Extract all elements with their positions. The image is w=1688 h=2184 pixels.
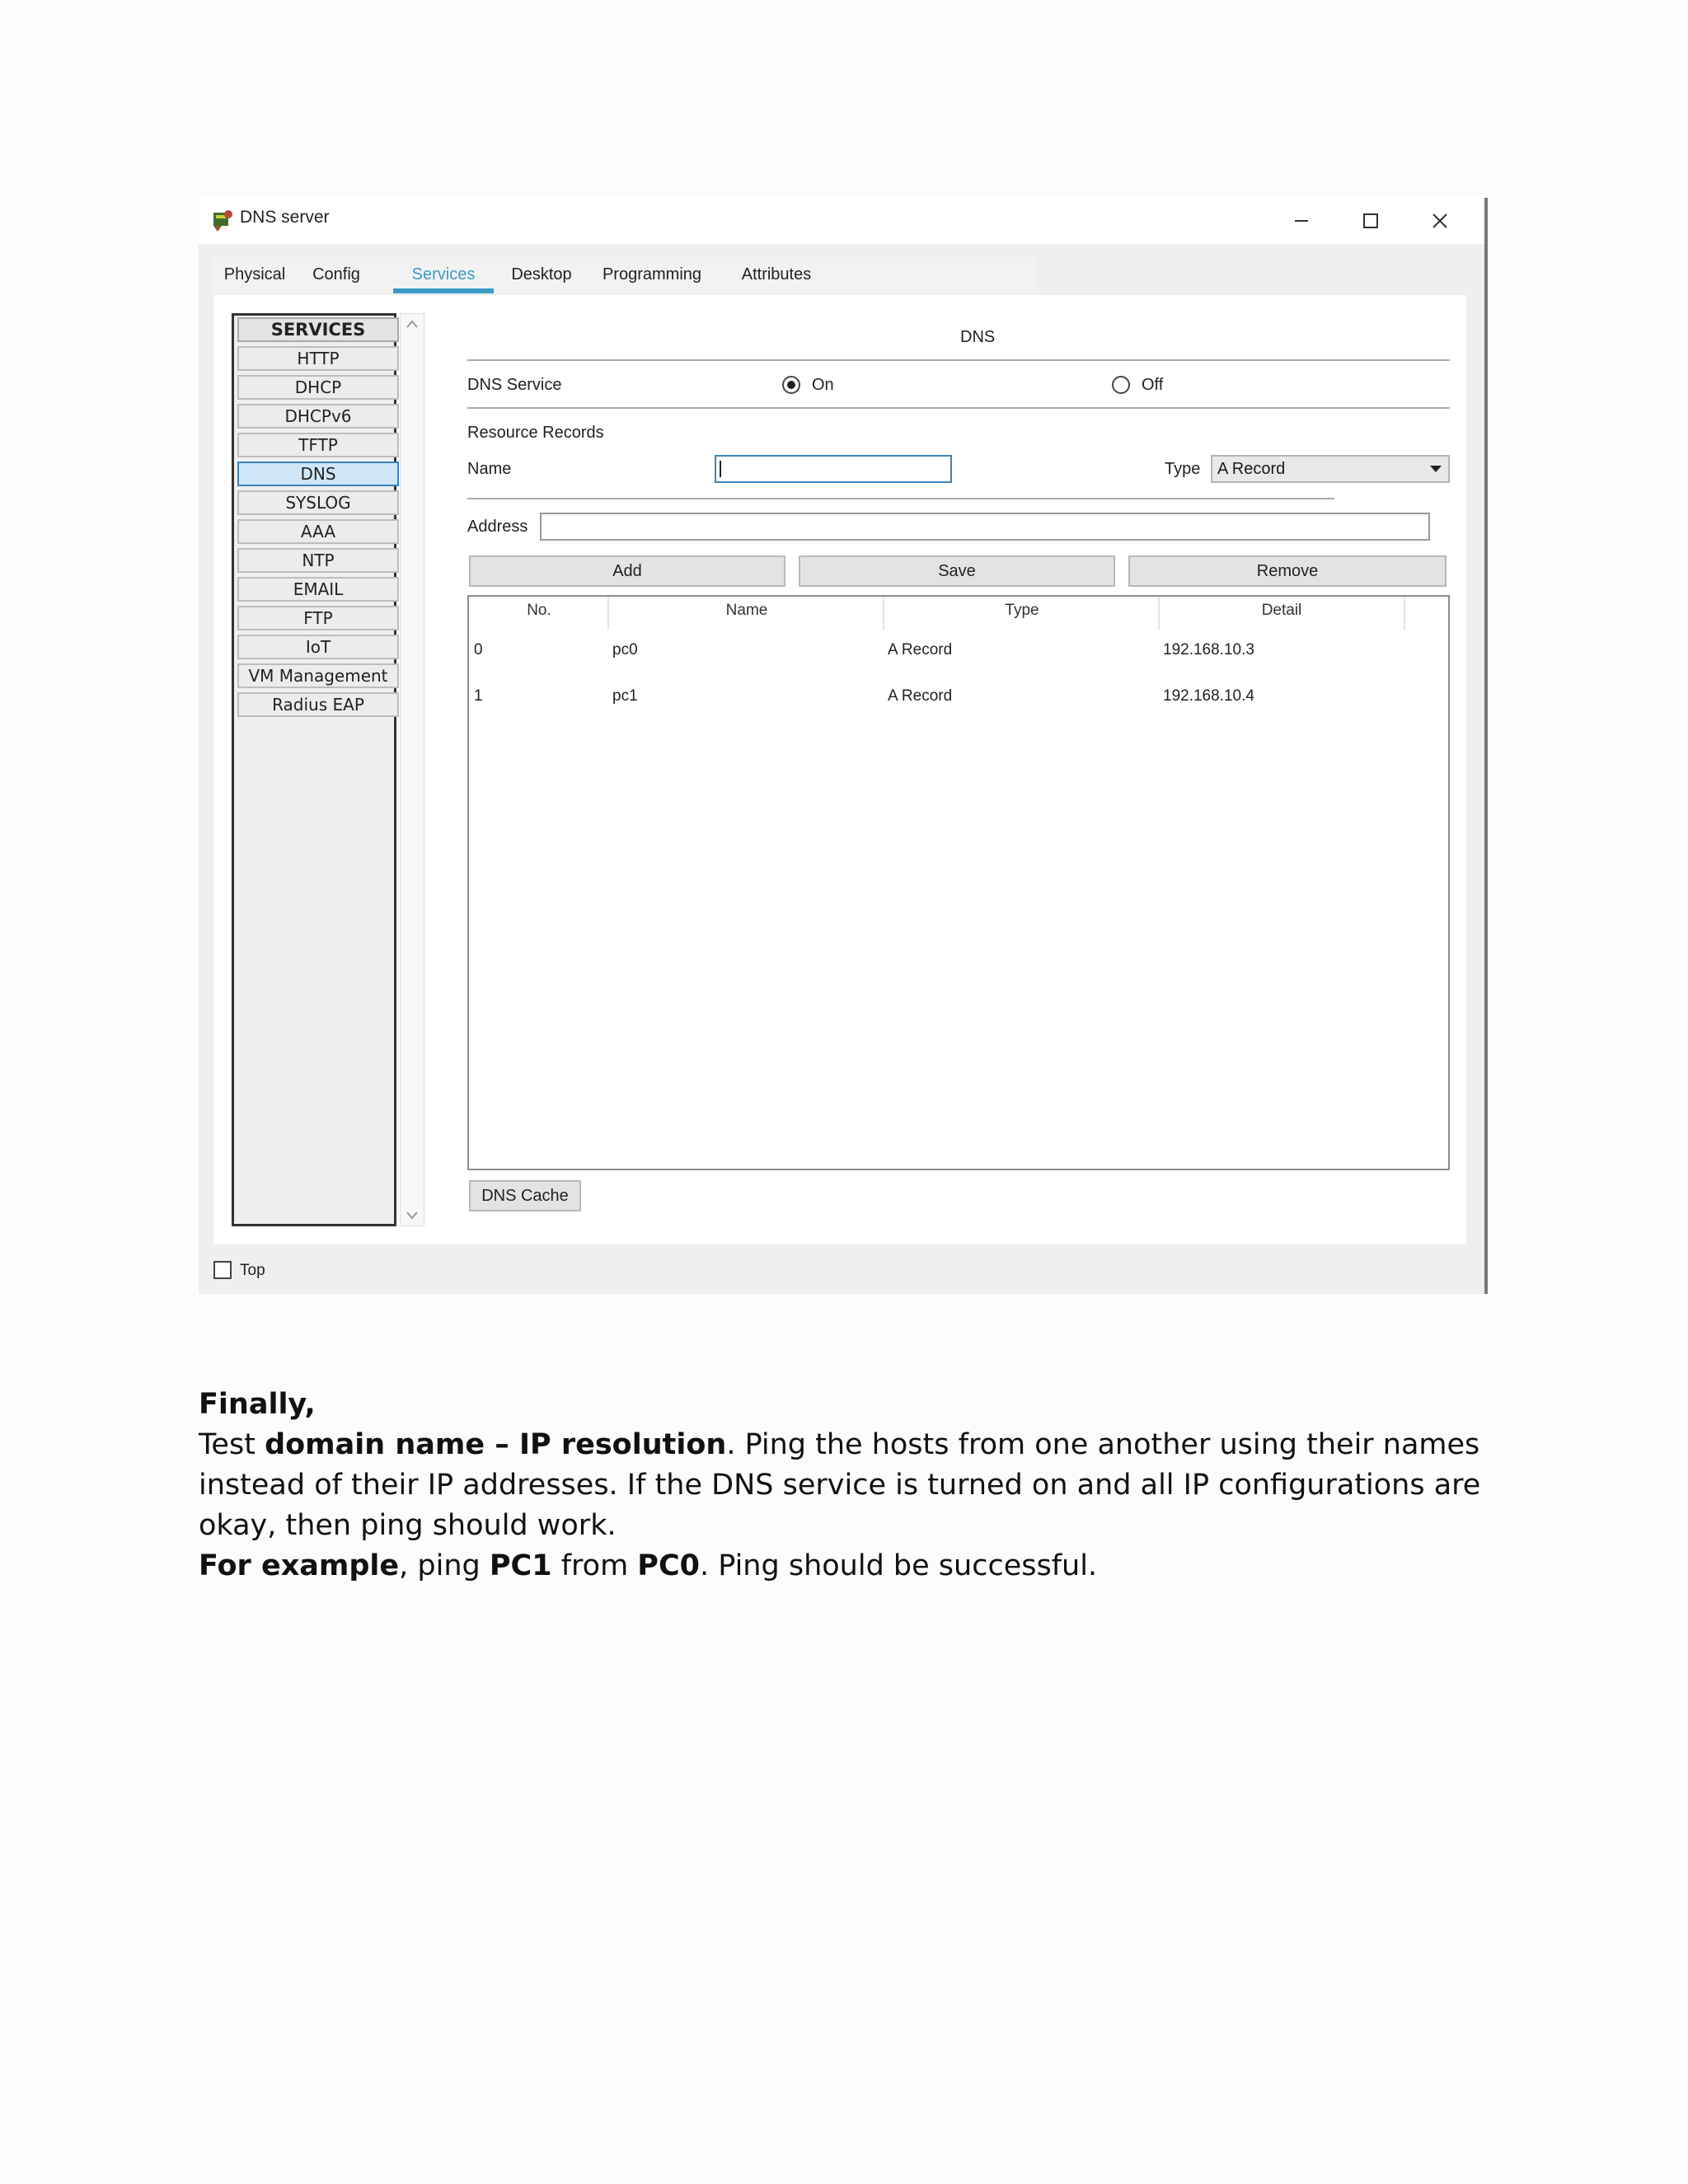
tab-bar [213, 257, 1038, 293]
scroll-up-icon[interactable] [406, 319, 419, 329]
name-input[interactable] [715, 455, 952, 483]
cell-name: pc1 [612, 687, 638, 705]
dns-cache-button[interactable]: DNS Cache [469, 1180, 581, 1212]
tab-config[interactable]: Config [312, 265, 360, 284]
service-email[interactable]: EMAIL [237, 577, 399, 602]
cell-no: 1 [474, 687, 483, 705]
example-paragraph: For example, ping PC1 from PC0. Ping should be successful. [199, 1549, 1098, 1582]
remove-button[interactable]: Remove [1128, 555, 1447, 587]
name-label: Name [467, 460, 512, 478]
type-label: Type [1165, 460, 1201, 478]
instruction-paragraph: Test domain name – IP resolution. Ping the hosts from one another using their names instead of their IP addresses. If the DNS service is turned on and all IP configurations are okay, then ping should work. [199, 1428, 1481, 1542]
column-header-no[interactable]: No. [527, 602, 551, 619]
add-button[interactable]: Add [469, 555, 785, 587]
dns-server-window [199, 198, 1488, 1294]
records-table [467, 595, 1450, 1170]
column-divider [1404, 597, 1405, 630]
document-text [199, 1385, 1517, 1586]
type-select-value: A Record [1217, 460, 1286, 478]
cell-type: A Record [888, 641, 953, 658]
divider [467, 498, 1334, 499]
service-http[interactable]: HTTP [237, 346, 399, 371]
server-app-icon [210, 208, 235, 232]
cell-name: pc0 [612, 641, 638, 658]
finally-heading: Finally, [199, 1388, 316, 1421]
dns-on-radio[interactable] [782, 376, 800, 394]
service-dhcp[interactable]: DHCP [237, 375, 399, 400]
service-ftp[interactable]: FTP [237, 606, 399, 630]
dns-off-label: Off [1142, 376, 1164, 394]
type-select[interactable] [1211, 455, 1450, 483]
top-checkbox[interactable] [213, 1261, 232, 1279]
service-dns[interactable]: DNS [237, 462, 399, 486]
services-list [232, 313, 396, 1226]
cell-type: A Record [888, 687, 953, 705]
service-vm-management[interactable]: VM Management [237, 663, 399, 688]
service-iot[interactable]: IoT [237, 635, 399, 659]
address-input[interactable] [540, 513, 1430, 541]
dns-on-label: On [812, 376, 834, 394]
tab-desktop[interactable]: Desktop [511, 265, 572, 284]
window-title: DNS server [240, 208, 330, 227]
tab-physical[interactable]: Physical [223, 265, 286, 284]
service-ntp[interactable]: NTP [237, 548, 399, 573]
text-caret [720, 461, 721, 477]
service-radius-eap[interactable]: Radius EAP [237, 692, 399, 717]
top-label: Top [240, 1262, 265, 1279]
service-tftp[interactable]: TFTP [237, 433, 399, 457]
service-aaa[interactable]: AAA [237, 519, 399, 544]
services-scrollbar[interactable] [400, 313, 424, 1226]
tab-attributes[interactable]: Attributes [741, 265, 812, 284]
minimize-icon[interactable] [1285, 204, 1318, 237]
service-syslog[interactable]: SYSLOG [237, 490, 399, 515]
chevron-down-icon [1430, 466, 1442, 474]
column-header-name[interactable]: Name [725, 602, 768, 619]
column-header-type[interactable]: Type [1005, 602, 1039, 619]
cell-detail: 192.168.10.3 [1163, 641, 1254, 658]
divider [467, 359, 1450, 361]
cell-no: 0 [474, 641, 483, 658]
maximize-icon[interactable] [1354, 204, 1387, 237]
scroll-down-icon[interactable] [406, 1211, 419, 1221]
title-bar [199, 198, 1484, 244]
dns-service-label: DNS Service [467, 376, 562, 394]
close-icon[interactable] [1423, 204, 1456, 237]
services-header: SERVICES [237, 317, 399, 342]
resource-records-label: Resource Records [467, 424, 604, 442]
service-dhcpv6[interactable]: DHCPv6 [237, 404, 399, 429]
dns-heading: DNS [960, 328, 996, 346]
tab-programming[interactable]: Programming [602, 265, 702, 284]
dns-off-radio[interactable] [1112, 376, 1130, 394]
divider [467, 407, 1450, 409]
tab-services[interactable]: Services [393, 257, 494, 293]
save-button[interactable]: Save [799, 555, 1115, 587]
services-panel [213, 295, 1466, 1244]
column-header-detail[interactable]: Detail [1261, 602, 1302, 619]
cell-detail: 192.168.10.4 [1163, 687, 1254, 705]
address-label: Address [467, 518, 528, 536]
